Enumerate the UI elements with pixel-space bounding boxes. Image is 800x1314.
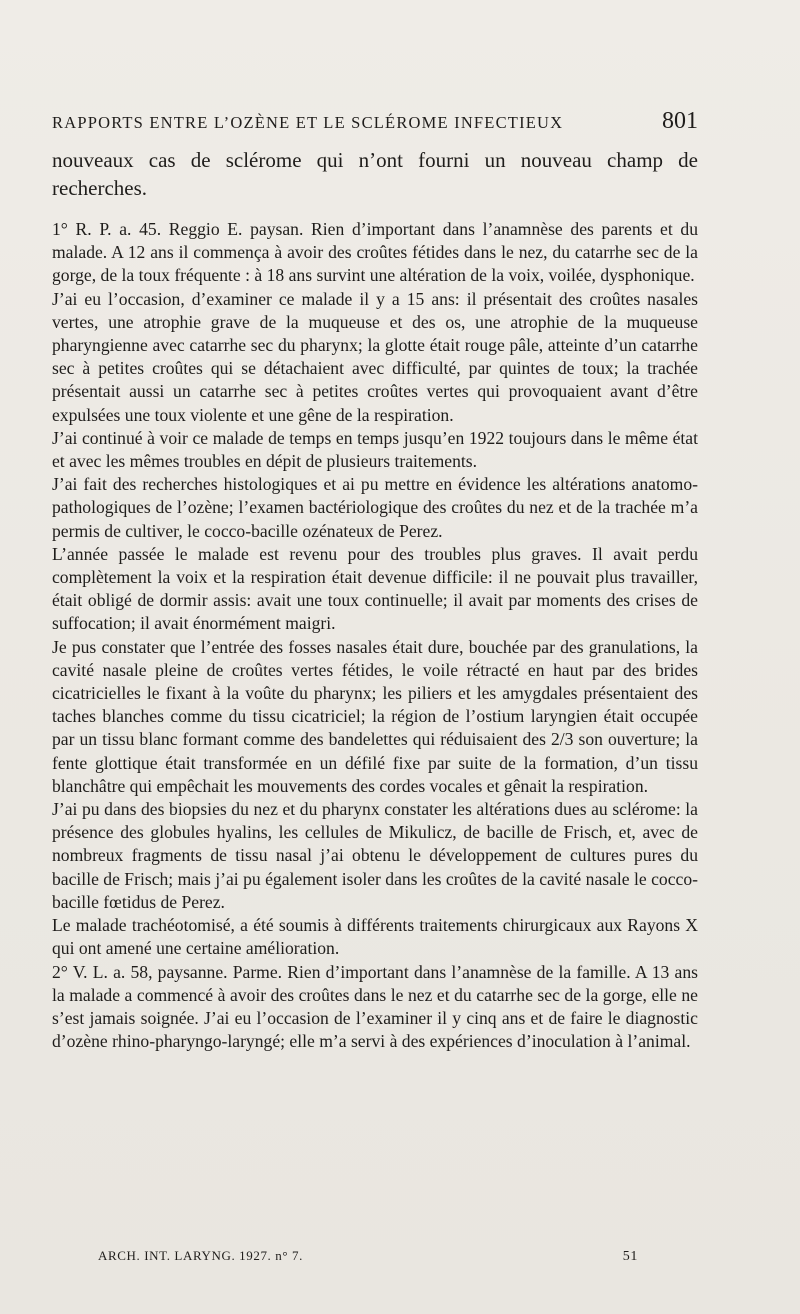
paragraph-worsening: L’année passée le malade est revenu pour des troubles plus graves. Il avait perdu complètement la voix et la respiration était devenue difficile: il ne pouvait plus travailler, était obligé de dormir assis: avait une toux continuelle; il avait par moments des crises de suffocation; il avait énormément maigri. (52, 543, 698, 634)
paragraph-treatment: Le malade trachéotomisé, a été soumis à différents traitements chirurgicaux aux Rayons X qui ont amené une certaine amélioration. (52, 915, 698, 959)
paragraph-biopsies: J’ai pu dans des biopsies du nez et du pharynx constater les altérations dues au sclérome: la présence des globules hyalins, les cellules de Mikulicz, de bacille de Frisch, et, avec de nombreux fragments de tissu nasal j’ai obtenu le développement de cultures pures du bacille de Frisch; mais j’ai pu également isoler dans les croûtes de la cavité nasale le cocco-bacille fœtidus de Perez. (52, 799, 698, 912)
page-footer (98, 1248, 638, 1265)
paragraph-followup: J’ai continué à voir ce malade de temps en temps jusqu’en 1922 toujours dans le même état et avec les mêmes troubles en dépit de plusieurs traitements. (52, 427, 698, 472)
paragraph-histology: J’ai fait des recherches histologiques et ai pu mettre en évidence les altérations anatomo-pathologiques de l’ozène; l’examen bactériologique des croûtes du nez et de la trachée m’a permis de cultiver, le cocco-bacille ozénateux de Perez. (52, 474, 698, 541)
lead-paragraph: nouveaux cas de sclérome qui n’ont fourni un nouveau champ de recherches. (52, 148, 698, 200)
paragraph-findings: Je pus constater que l’entrée des fosses nasales était dure, bouchée par des granulations, la cavité nasale pleine de croûtes vertes fétides, le voile rétracté en haut par des brides cicatricielles le fixant à la voûte du pharynx; les piliers et les amygdales présentaient des taches blanches comme du tissu cicatriciel; la région de l’ostium laryngien était occupée par un tissu blanc formant comme des bandelettes qui réduisaient des 2/3 son ouverture; la fente glottique était transformée en un défilé fixe par suite de la formation, d’un tissu blanchâtre qui empêchait les mouvements des cordes vocales et gênait la respiration. (52, 636, 698, 796)
running-title: RAPPORTS ENTRE L’OZÈNE ET LE SCLÉROME INFECTIEUX (52, 113, 564, 132)
case-2-intro: 2° V. L. a. 58, paysanne. Parme. Rien d’important dans l’anamnèse de la famille. A 13 ans la malade a commencé à avoir des croûtes dans le nez et du catarrhe sec de la gorge, elle ne s’est jamais soignée. J’ai eu l’occasion de l’examiner il y cinq ans et de faire le diagnostic d’ozène rhino-pharyngo-laryngé; elle m’a servi à des expériences d’inoculation à l’animal. (52, 961, 698, 1052)
running-header (52, 108, 698, 135)
case-1-intro: 1° R. P. a. 45. Reggio E. paysan. Rien d’important dans l’anamnèse des parents et du malade. A 12 ans il commença à avoir des croûtes fétides dans le nez, du catarrhe sec de la gorge, de la toux fréquente : à 18 ans survint une altération de la voix, voilée, dysphonique. (52, 219, 698, 286)
page-number: 801 (662, 108, 698, 134)
body-text (52, 146, 698, 1053)
journal-reference: ARCH. INT. LARYNG. 1927. n° 7. (98, 1248, 303, 1263)
paragraph-examination: J’ai eu l’occasion, d’examiner ce malade il y a 15 ans: il présentait des croûtes nasales vertes, une atrophie grave de la muqueuse et des os, une atrophie de la muqueuse pharyngienne avec catarrhe sec du pharynx; la glotte était rouge pâle, atteinte d’un catarrhe sec à petites croûtes qui se détachaient avec difficulté, par quintes de toux; la trachée présentait aussi un catarrhe sec à petites croûtes vertes qui provoquaient avant d’être expulsées une toux violente et une gêne de la respiration. (52, 288, 698, 425)
sheet-number: 51 (622, 1249, 638, 1264)
